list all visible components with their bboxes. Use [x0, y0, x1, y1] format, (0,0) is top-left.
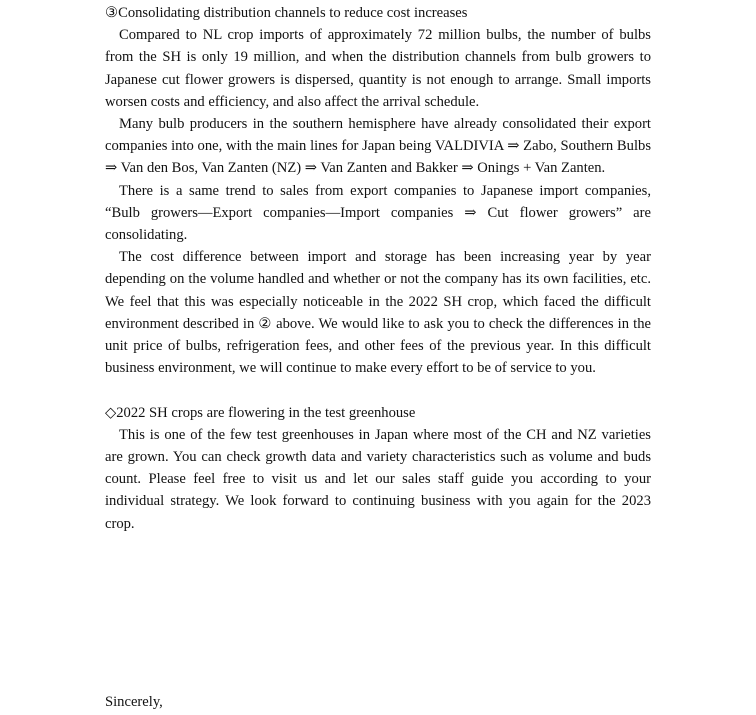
paragraph-cost-difference: The cost difference between import and storage has been increasing year by year depending on the volume handled and whether or not the company has its own facilities, etc. We feel that this was especially noticeable in the 2022 SH crop, which faced the difficult environment described in ② above. We would like to ask you to check the differences in the unit price of bulbs, refrigeration fees, and other fees of the previous year. In this difficult business environment, we will continue to make every effort to be of service to you.	[105, 249, 651, 377]
closing-salutation: Sincerely,	[105, 694, 163, 710]
paragraph-export-consolidation: Many bulb producers in the southern hemisphere have already consolidated their export companies into one, with the main lines for Japan being VALDIVIA ⇒ Zabo, Southern Bulbs ⇒ Van den Bos, Van Zanten (NZ) ⇒ Van Zanten and Bakker ⇒ Onings + Van Zanten.	[105, 116, 651, 177]
section-heading-test-greenhouse: ◇2022 SH crops are flowering in the test greenhouse	[105, 404, 416, 421]
paragraph-greenhouse: This is one of the few test greenhouses in Japan where most of the CH and NZ varieties are grown. You can check growth data and variety characteristics such as volume and buds count. Please feel free to visit us and let our sales staff guide you according to your individual strategy. We look forward to continuing business with you again for the 2023 crop.	[105, 426, 651, 532]
paragraph-import-volume: Compared to NL crop imports of approximately 72 million bulbs, the number of bulbs from the SH is only 19 million, and when the distribution channels from bulb growers to Japanese cut flower growers is dispersed, quantity is not enough to arrange. Small imports worsen costs and efficiency, and also affect the arrival schedule.	[105, 27, 651, 110]
letter-body	[105, 2, 651, 535]
section-spacer	[105, 379, 651, 401]
section-heading-consolidating-channels: ③Consolidating distribution channels to reduce cost increases	[105, 5, 468, 21]
paragraph-sales-trend: There is a same trend to sales from export companies to Japanese import companies, “Bulb growers—Export companies—Import companies ⇒ Cut flower growers” are consolidating.	[105, 182, 651, 244]
